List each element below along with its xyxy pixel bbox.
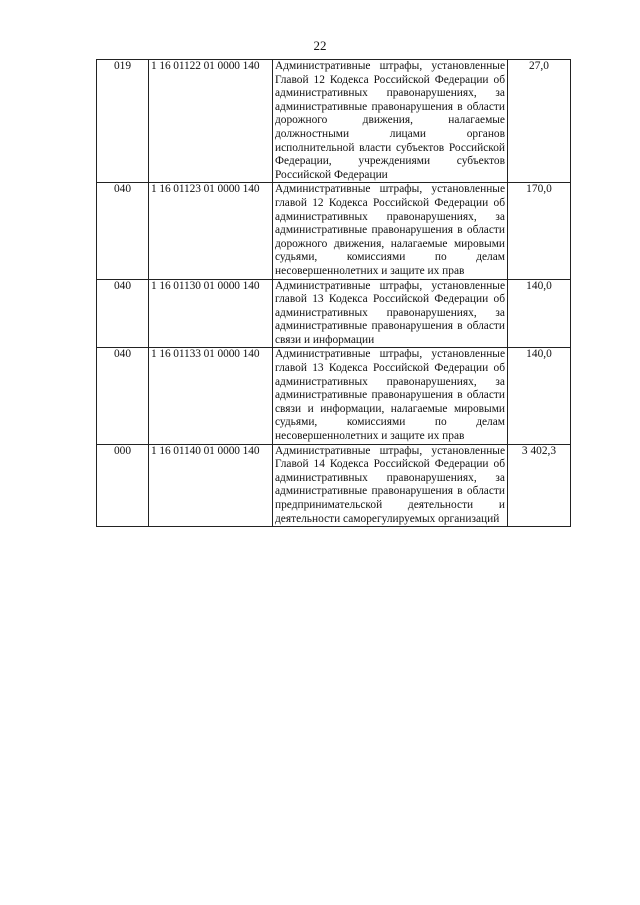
amount-cell: 140,0 <box>508 348 571 444</box>
table-row <box>97 60 571 183</box>
table-row <box>97 348 571 444</box>
admin-code-cell: 040 <box>97 279 149 348</box>
amount-cell: 27,0 <box>508 60 571 183</box>
admin-code-cell: 040 <box>97 348 149 444</box>
table-row <box>97 183 571 279</box>
page-number: 22 <box>313 38 327 53</box>
table-row <box>97 279 571 348</box>
table-row <box>97 444 571 527</box>
amount-cell: 3 402,3 <box>508 444 571 527</box>
amount-cell: 140,0 <box>508 279 571 348</box>
amount-cell: 170,0 <box>508 183 571 279</box>
budget-code-cell: 1 16 01140 01 0000 140 <box>149 444 273 527</box>
revenue-name-cell: Административные штрафы, установленные Главой 14 Кодекса Российской Федерации об административных правонарушениях, за административные правонарушения в области предпринимательской деятельности и деятельности саморегулируемых организаций <box>273 444 508 527</box>
budget-revenue-table <box>96 59 571 527</box>
budget-code-cell: 1 16 01130 01 0000 140 <box>149 279 273 348</box>
budget-code-cell: 1 16 01122 01 0000 140 <box>149 60 273 183</box>
budget-code-cell: 1 16 01133 01 0000 140 <box>149 348 273 444</box>
admin-code-cell: 000 <box>97 444 149 527</box>
revenue-name-cell: Административные штрафы, установленные главой 13 Кодекса Российской Федерации об административных правонарушениях, за административные правонарушения в области связи и информации, налагаемые мировыми судьями, комиссиями по делам несовершеннолетних и защите их прав <box>273 348 508 444</box>
admin-code-cell: 040 <box>97 183 149 279</box>
admin-code-cell: 019 <box>97 60 149 183</box>
revenue-name-cell: Административные штрафы, установленные Главой 12 Кодекса Российской Федерации об административных правонарушениях, за административные правонарушения в области дорожного движения, налагаемые должностными лицами органов исполнительной власти субъектов Российской Федерации, учреждениями субъектов Российской Федерации <box>273 60 508 183</box>
revenue-name-cell: Административные штрафы, установленные главой 13 Кодекса Российской Федерации об административных правонарушениях, за административные правонарушения в области связи и информации <box>273 279 508 348</box>
revenue-name-cell: Административные штрафы, установленные главой 12 Кодекса Российской Федерации об административных правонарушениях, за административные правонарушения в области дорожного движения, налагаемые мировыми судьями, комиссиями по делам несовершеннолетних и защите их прав <box>273 183 508 279</box>
budget-code-cell: 1 16 01123 01 0000 140 <box>149 183 273 279</box>
